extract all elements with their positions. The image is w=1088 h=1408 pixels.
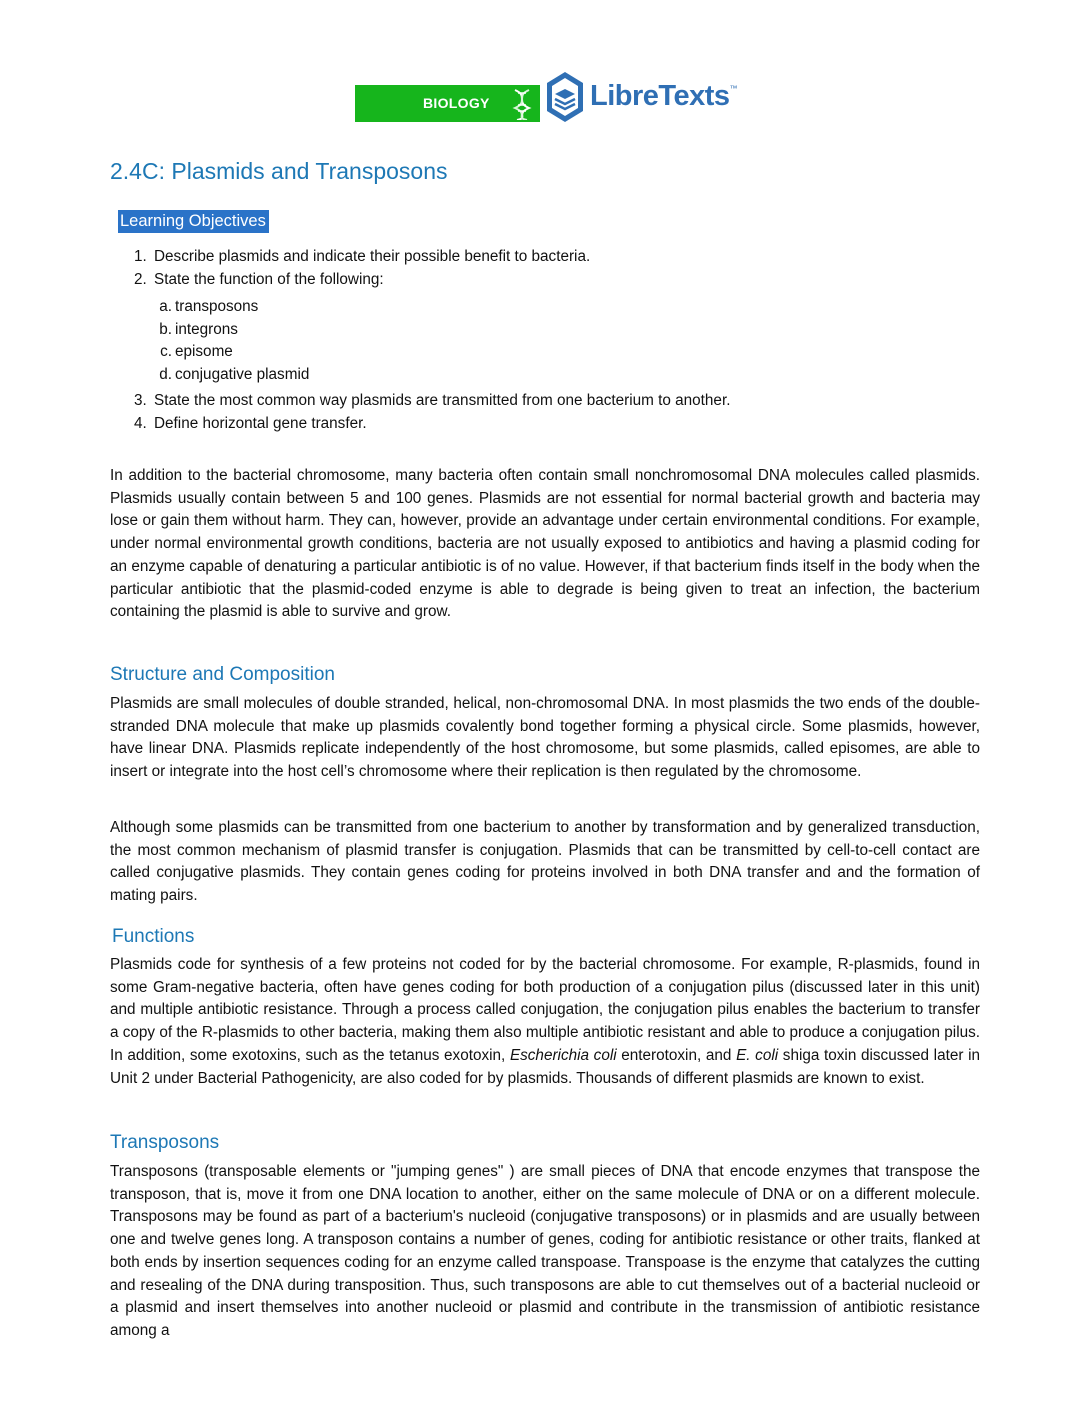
learning-objectives-list	[134, 246, 730, 435]
transposons-paragraph: Transposons (transposable elements or "jumping genes" ) are small pieces of DNA that encode enzymes that transpose the transposon, that is, move it from one DNA location to another, either on the same molecule of DNA or on a different molecule. Transposons may be found as part of a bacterium's nucleoid (conjugative transposons) or in plasmids and are usually between one and twelve genes long. A transposon contains a number of genes, coding for antibiotic resistance or other traits, flanked at both ends by insertion sequences coding for an enzyme called transpoase. Transpoase is the enzyme that catalyzes the cutting and resealing of the DNA during transposition. Thus, such transposons are able to cut themselves out of a bacterial nucleoid or a plasmid and insert themselves into another nucleoid or plasmid and contribute in the transmission of antibiotic resistance among a	[110, 1163, 980, 1339]
objective-item: 3. State the most common way plasmids are transmitted from one bacterium to another.	[134, 392, 731, 409]
objective-subitem: d. conjugative plasmid	[159, 365, 310, 383]
biology-label-bar	[355, 85, 540, 122]
libretexts-banner	[355, 70, 738, 124]
functions-paragraph: Plasmids code for synthesis of a few proteins not coded for by the bacterial chromosome. For example, R-plasmids, found in some Gram-negative bacteria, often have genes coding for both production of a conjugation pilus (discussed later in this unit) and multiple antibiotic resistance. Through a process called conjugation, the conjugation pilus enables the bacterium to transfer a copy of the R-plasmids to other bacteria, making them also multiple antibiotic resistant and able to produce a conjugation pilus. In addition, some exotoxins, such as the tetanus exotoxin, Escherichia coli enterotoxin, and E. coli shiga toxin discussed later in Unit 2 under Bacterial Pathogenicity, are also coded for by plasmids. Thousands of different plasmids are known to exist.	[110, 956, 980, 1087]
biology-label: BIOLOGY	[423, 95, 490, 111]
dna-icon	[507, 88, 537, 120]
page-title: 2.4C: Plasmids and Transposons	[110, 158, 448, 184]
intro-paragraph: In addition to the bacterial chromosome, many bacteria often contain small nonchromosomal DNA molecules called plasmids. Plasmids usually contain between 5 and 100 genes. Plasmids are not essential for normal bacterial growth and bacteria may lose or gain them without harm. They can, however, provide an advantage under certain environmental conditions. For example, under normal environmental growth conditions, bacteria are not usually exposed to antibiotics and having a plasmid coding for an enzyme capable of denaturing a particular antibiotic is of no value. However, if that bacterium finds itself in the body when the particular antibiotic that the plasmid-coded enzyme is able to degrade is being given to treat an infection, the bacterium containing the plasmid is able to survive and grow.	[110, 467, 980, 621]
objective-subitem: c. episome	[160, 343, 233, 360]
libretexts-logo-icon	[543, 70, 587, 124]
libretexts-logo-text: LibreTexts™	[590, 80, 738, 112]
functions-heading: Functions	[112, 926, 195, 947]
objective-item: 2. State the function of the following: a. transposons b. integrons c. episome d. conjugative plasmid	[134, 269, 730, 387]
objective-subitem: a. transposons	[159, 298, 259, 315]
structure-heading: Structure and Composition	[110, 664, 335, 685]
transposons-heading: Transposons	[110, 1132, 220, 1153]
objective-item: 1. Describe plasmids and indicate their possible benefit to bacteria.	[134, 248, 591, 265]
objective-subitem: b. integrons	[159, 320, 238, 338]
learning-objectives-header: Learning Objectives	[118, 210, 269, 233]
structure-paragraph-2: Although some plasmids can be transmitted from one bacterium to another by transformation and by generalized transduction, the most common mechanism of plasmid transfer is conjugation. Plasmids that can be transmitted by cell-to-cell contact are called conjugative plasmids. They contain genes coding for proteins involved in both DNA transfer and and the formation of mating pairs.	[110, 819, 980, 905]
objective-sublist	[155, 296, 730, 386]
objective-item: 4. Define horizontal gene transfer.	[134, 414, 367, 432]
structure-paragraph-1: Plasmids are small molecules of double stranded, helical, non-chromosomal DNA. In most plasmids the two ends of the double-stranded DNA molecule that make up plasmids covalently bond together forming a physical circle. Some plasmids, however, have linear DNA. Plasmids replicate independently of the host chromosome, but some plasmids, called episomes, are able to insert or integrate into the host cell’s chromosome where their replication is then regulated by the chromosome.	[110, 695, 980, 781]
